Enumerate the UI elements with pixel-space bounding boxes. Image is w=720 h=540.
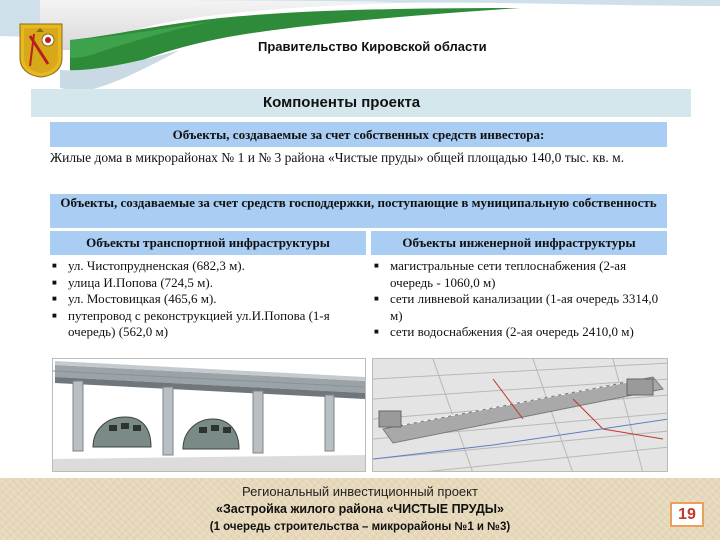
transport-list (52, 258, 366, 341)
footer-line-project-name: «Застройка жилого района «ЧИСТЫЕ ПРУДЫ» (216, 502, 504, 516)
section-title-banner: Компоненты проекта (31, 89, 691, 117)
investor-objects-heading: Объекты, создаваемые за счет собственных средств инвестора: (50, 122, 667, 147)
engineering-item: ■ сети ливневой канализации (1-ая очередь 3314,0 м) (374, 291, 668, 324)
footer-line-project-type: Региональный инвестиционный проект (242, 484, 478, 499)
transport-item: ■ ул. Чистопрудненская (682,3 м). (52, 258, 366, 275)
overpass-rendering-image (52, 358, 366, 472)
footer-line-project-stage: (1 очередь строительства – микрорайоны №1 и №3) (209, 521, 511, 533)
site-plan-image (372, 358, 668, 472)
engineering-item: ■ сети водоснабжения (2-ая очередь 2410,0 м) (374, 324, 668, 341)
government-title: Правительство Кировской области (258, 39, 487, 54)
transport-infrastructure-heading: Объекты транспортной инфраструктуры (50, 231, 366, 255)
overpass-illustration (53, 359, 366, 472)
site-plan-illustration (373, 359, 668, 472)
investor-objects-text: Жилые дома в микрорайонах № 1 и № 3 района «Чистые пруды» общей площадью 140,0 тыс. кв. м. (50, 150, 625, 165)
engineering-infrastructure-heading: Объекты инженерной инфраструктуры (371, 231, 667, 255)
transport-item: ■ путепровод с реконструкцией ул.И.Попова (1-я очередь) (562,0 м) (52, 308, 366, 341)
page-number-badge: 19 (670, 502, 704, 527)
transport-item: ■ улица И.Попова (724,5 м). (52, 275, 366, 292)
government-support-heading: Объекты, создаваемые за счет средств господдержки, поступающие в муниципальную собственность (50, 194, 667, 228)
engineering-list (374, 258, 668, 341)
engineering-item: ■ магистральные сети теплоснабжения (2-ая очередь - 1060,0 м) (374, 258, 668, 291)
transport-item: ■ ул. Мостовицкая (465,6 м). (52, 291, 366, 308)
kirov-emblem-icon (18, 22, 64, 78)
